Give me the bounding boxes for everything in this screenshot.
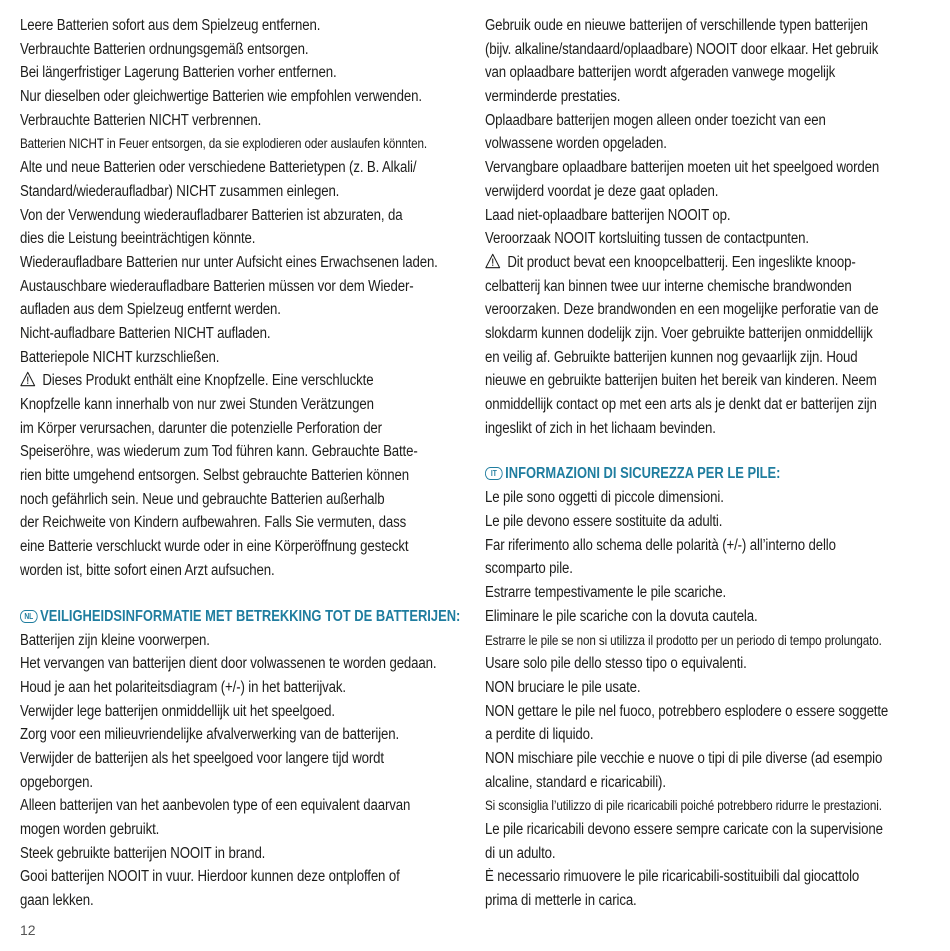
- text-line: Gooi batterijen NOOIT in vuur. Hierdoor kunnen deze ontploffen of: [20, 868, 400, 886]
- text-line: Usare solo pile dello stesso tipo o equivalenti.: [485, 655, 747, 673]
- text-line: im Körper verursachen, darunter die potenzielle Perforation der: [20, 419, 382, 437]
- text-line: der Reichweite von Kindern aufbewahren. Falls Sie vermuten, dass: [20, 514, 407, 532]
- text-line: dies die Leistung beeinträchtigen könnte.: [20, 230, 256, 248]
- language-badge-it: IT: [485, 467, 503, 480]
- section-heading: [485, 462, 846, 486]
- text-line: volwassene worden opgeladen.: [485, 135, 667, 153]
- text-line: Le pile devono essere sostituite da adulti.: [485, 513, 723, 531]
- text-line: Far riferimento allo schema delle polarità (+/-) all’interno dello: [485, 536, 836, 554]
- text-line: slokdarm kunnen dodelijk zijn. Voer gebruikte batterijen onmiddellijk: [485, 324, 873, 342]
- text-line: È necessario rimuovere le pile ricaricabili-sostituibili dal giocattolo: [485, 868, 860, 886]
- text-line: Verbrauchte Batterien ordnungsgemäß entsorgen.: [20, 40, 309, 58]
- warning-line: [485, 251, 855, 275]
- text-line: Oplaadbare batterijen mogen alleen onder toezicht van een: [485, 111, 826, 129]
- text-line: veroorzaken. Deze brandwonden en een mogelijke perforatie van de: [485, 301, 879, 319]
- text-line: Alleen batterijen van het aanbevolen type of een equivalent daarvan: [20, 797, 411, 815]
- text-line: Steek gebruikte batterijen NOOIT in brand.: [20, 844, 266, 862]
- text-line: Vervangbare oplaadbare batterijen moeten uit het speelgoed worden: [485, 159, 880, 177]
- text-line: Bei längerfristiger Lagerung Batterien vorher entfernen.: [20, 64, 337, 82]
- warning-triangle-icon: [485, 253, 500, 269]
- text-line: Zorg voor een milieuvriendelijke afvalverwerking van de batterijen.: [20, 726, 400, 744]
- text-line: van oplaadbare batterijen wordt afgeraden vanwege mogelijk: [485, 64, 836, 82]
- text-line: Nur dieselben oder gleichwertige Batterien wie empfohlen verwenden.: [20, 88, 422, 106]
- text-line: Verbrauchte Batterien NICHT verbrennen.: [20, 111, 262, 129]
- text-line: Estrarre tempestivamente le pile scariche.: [485, 584, 727, 602]
- text-line: Standard/wiederaufladbar) NICHT zusammen einlegen.: [20, 182, 340, 200]
- text-line: Houd je aan het polariteitsdiagram (+/-) in het batterijvak.: [20, 678, 346, 696]
- text-line: NON mischiare pile vecchie e nuove o tipi di pile diverse (ad esempio: [485, 749, 883, 767]
- section-spacer: [20, 583, 450, 605]
- text-line: Le pile sono oggetti di piccole dimensioni.: [485, 489, 724, 507]
- text-line: en veilig af. Gebruikte batterijen kunnen nog gevaarlijk zijn. Houd: [485, 348, 858, 366]
- text-line: di un adulto.: [485, 844, 556, 862]
- text-line: Alte und neue Batterien oder verschiedene Batterietypen (z. B. Alkali/: [20, 159, 417, 177]
- text-line: Leere Batterien sofort aus dem Spielzeug entfernen.: [20, 17, 321, 34]
- text-line: Austauschbare wiederaufladbare Batterien müssen vor dem Wieder-: [20, 277, 414, 295]
- text-line: alcaline, standard e ricaricabili).: [485, 773, 666, 791]
- text-line: NON gettare le pile nel fuoco, potrebbero esplodere o essere soggette: [485, 702, 889, 720]
- warning-text: Dieses Produkt enthält eine Knopfzelle. Eine verschluckte: [42, 372, 374, 390]
- text-line: Speiseröhre, was wiederum zum Tod führen kann. Gebrauchte Batte-: [20, 443, 418, 461]
- text-line: eine Batterie verschluckt wurde oder in eine Körperöffnung gesteckt: [20, 538, 409, 556]
- section-heading-text: VEILIGHEIDSINFORMATIE MET BETREKKING TOT DE BATTERIJEN:: [40, 607, 461, 625]
- text-line: Batteriepole NICHT kurzschließen.: [20, 348, 220, 366]
- dutch-battery-section-continued: [485, 14, 915, 440]
- text-line: noch gefährlich sein. Neue und gebrauchte Batterien außerhalb: [20, 490, 385, 508]
- warning-text: Dit product bevat een knoopcelbatterij. Een ingeslikte knoop-: [507, 253, 856, 271]
- text-line: celbatterij kan binnen twee uur interne chemische brandwonden: [485, 277, 852, 295]
- text-line: ingeslikt of zich in het lichaam bevinden.: [485, 419, 716, 437]
- text-line: mogen worden gebruikt.: [20, 821, 160, 838]
- text-line: (bijv. alkaline/standaard/oplaadbare) NOOIT door elkaar. Het gebruik: [485, 40, 879, 58]
- text-line: Von der Verwendung wiederaufladbarer Batterien ist abzuraten, da: [20, 206, 403, 224]
- text-line: Knopfzelle kann innerhalb von nur zwei Stunden Verätzungen: [20, 396, 374, 413]
- section-heading: [20, 605, 461, 629]
- text-line: Le pile ricaricabili devono essere sempre caricate con la supervisione: [485, 821, 883, 838]
- text-line: Batterien NICHT in Feuer entsorgen, da sie explodieren oder auslaufen könnten.: [20, 136, 427, 152]
- right-column: [485, 14, 915, 913]
- section-heading-text: INFORMAZIONI DI SICUREZZA PER LE PILE:: [505, 465, 781, 483]
- text-line: aufladen aus dem Spielzeug entfernt werden.: [20, 301, 281, 319]
- text-line: Veroorzaak NOOIT kortsluiting tussen de contactpunten.: [485, 230, 809, 248]
- dutch-battery-section: [20, 605, 461, 913]
- text-line: rien bitte umgehend entsorgen. Selbst gebrauchte Batterien können: [20, 467, 409, 485]
- section-spacer: [485, 440, 915, 462]
- text-line: Gebruik oude en nieuwe batterijen of verschillende typen batterijen: [485, 17, 868, 34]
- language-badge-nl: NL: [20, 610, 38, 623]
- text-line: gaan lekken.: [20, 892, 94, 910]
- text-line: Wiederaufladbare Batterien nur unter Aufsicht eines Erwachsenen laden.: [20, 253, 438, 271]
- text-line: nieuwe en gebruikte batterijen buiten het bereik van kinderen. Neem: [485, 372, 877, 390]
- warning-line: [20, 369, 390, 393]
- text-line: worden ist, bitte sofort einen Arzt aufsuchen.: [20, 561, 275, 579]
- text-line: Het vervangen van batterijen dient door volwassenen te worden gedaan.: [20, 655, 437, 673]
- left-column: [20, 14, 461, 913]
- text-line: prima di metterle in carica.: [485, 892, 637, 910]
- text-line: Batterijen zijn kleine voorwerpen.: [20, 631, 210, 649]
- text-line: onmiddellijk contact op met een arts als je denkt dat er batterijen zijn: [485, 396, 877, 413]
- text-line: NON bruciare le pile usate.: [485, 678, 641, 696]
- text-line: opgeborgen.: [20, 773, 93, 791]
- text-line: Estrarre le pile se non si utilizza il prodotto per un periodo di tempo prolungato.: [485, 632, 882, 648]
- text-line: Verwijder de batterijen als het speelgoed voor langere tijd wordt: [20, 749, 384, 767]
- text-line: scomparto pile.: [485, 560, 573, 578]
- text-line: Nicht-aufladbare Batterien NICHT aufladen.: [20, 324, 271, 342]
- text-line: a perdite di liquido.: [485, 726, 594, 744]
- text-line: verminderde prestaties.: [485, 88, 621, 106]
- warning-triangle-icon: [20, 371, 35, 387]
- text-line: Eliminare le pile scariche con la dovuta cautela.: [485, 607, 758, 625]
- page-number: 12: [20, 922, 36, 938]
- text-line: verwijderd voordat je deze gaat opladen.: [485, 182, 719, 200]
- text-line: Laad niet-oplaadbare batterijen NOOIT op.: [485, 206, 731, 224]
- italian-battery-section: [485, 462, 915, 912]
- text-line: Si sconsiglia l’utilizzo di pile ricaricabili poiché potrebbero ridurre le prestazioni.: [485, 798, 882, 814]
- text-line: Verwijder lege batterijen onmiddellijk uit het speelgoed.: [20, 702, 335, 720]
- german-battery-section: [20, 14, 450, 583]
